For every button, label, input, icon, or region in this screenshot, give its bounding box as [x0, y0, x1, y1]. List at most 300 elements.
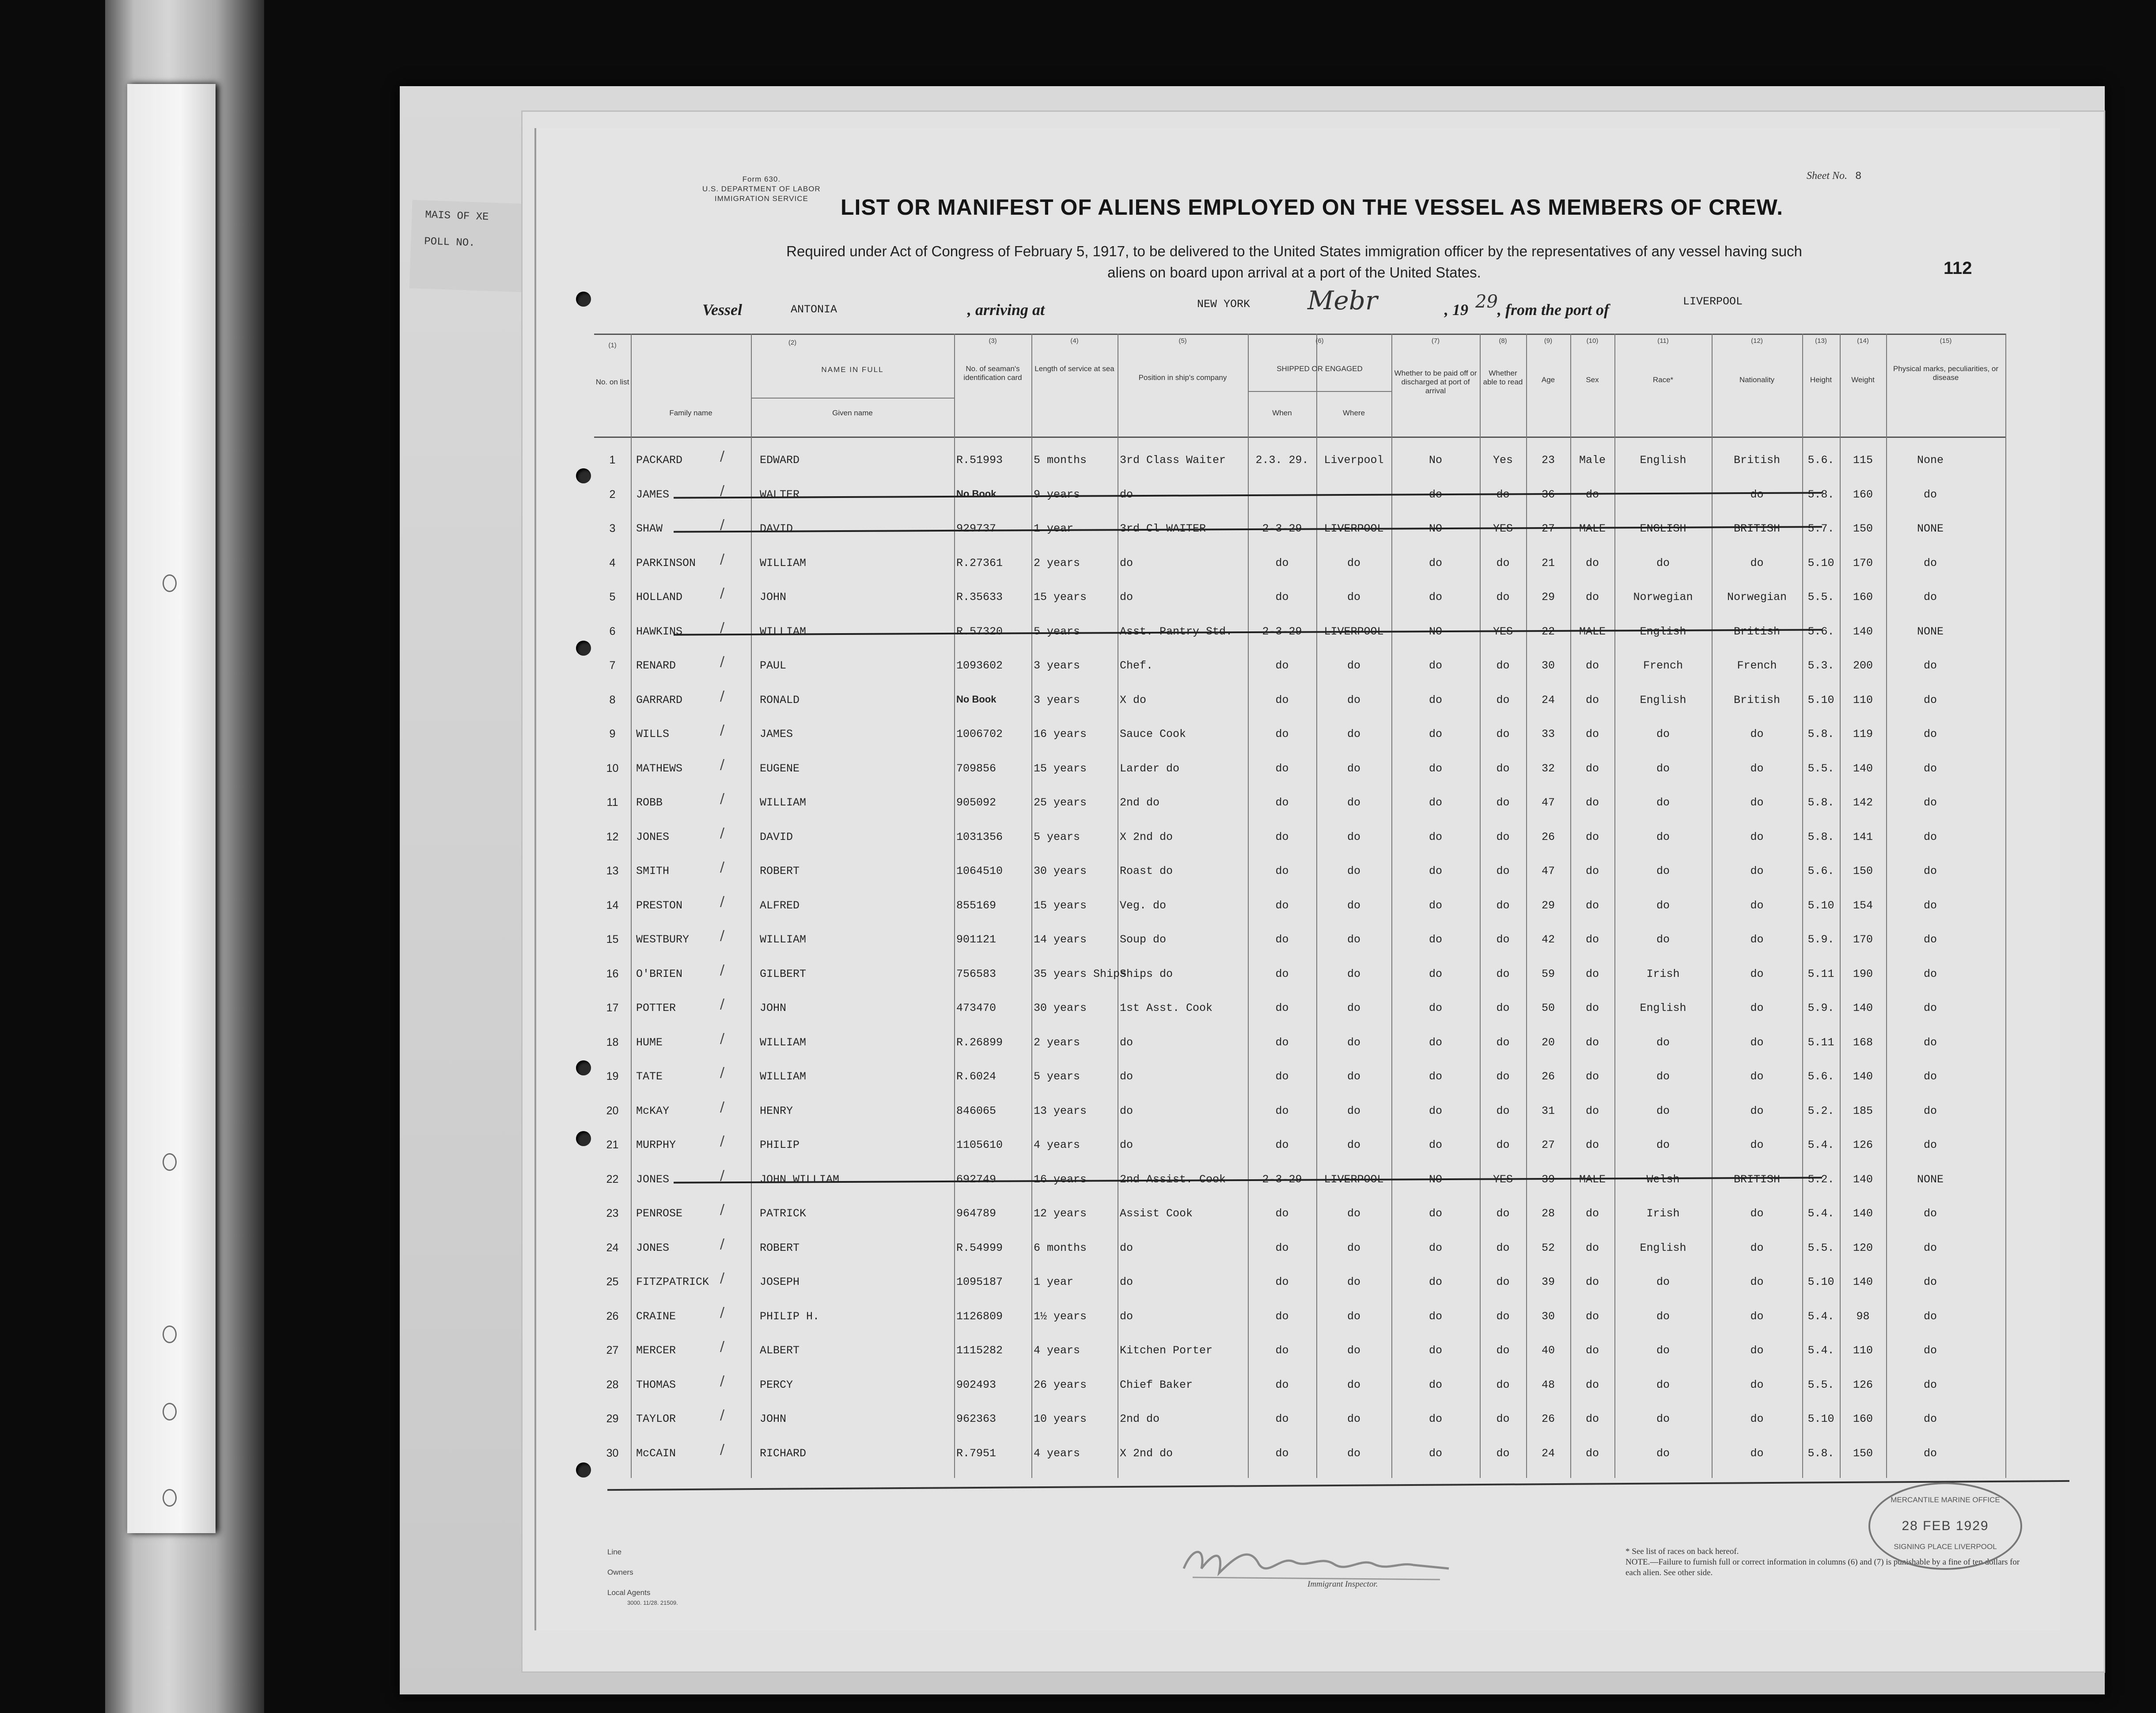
punch-hole	[163, 1403, 177, 1421]
cell-weight: 98	[1856, 1310, 1870, 1323]
punch-hole	[163, 1489, 177, 1507]
cell-where: do	[1347, 796, 1360, 809]
cell-height: 5.10	[1807, 1413, 1834, 1425]
cell-where: do	[1347, 1378, 1360, 1391]
cell-race: do	[1656, 728, 1670, 741]
cell-given: JOHN	[760, 1002, 787, 1014]
table-row	[594, 1129, 2005, 1163]
cell-marks: NONE	[1917, 1173, 1944, 1186]
cell-when: do	[1275, 865, 1289, 877]
cell-family: HAWKINS	[636, 625, 683, 638]
cell-read: do	[1496, 933, 1510, 946]
cell-nationality: do	[1750, 1002, 1764, 1014]
cell-when: do	[1275, 1413, 1289, 1425]
cell-nationality: do	[1750, 728, 1764, 741]
cell-read: do	[1496, 488, 1510, 501]
cell-when: 2.3. 29.	[1255, 454, 1309, 467]
check-tick: /	[720, 1236, 725, 1252]
check-tick: /	[720, 1030, 725, 1046]
cell-race: English	[1640, 454, 1686, 467]
col-num: (12)	[1751, 337, 1763, 345]
check-tick: /	[720, 585, 725, 601]
header-name-in-full: NAME IN FULL	[821, 365, 884, 374]
cell-paid: NO	[1428, 625, 1442, 638]
cell-card: 692749	[956, 1173, 997, 1186]
cell-no: 19	[606, 1070, 619, 1082]
cell-given: JOHN WILLIAM	[760, 1173, 840, 1186]
cell-service: 1½ years	[1034, 1310, 1087, 1323]
footer-line-label: Line	[607, 1548, 622, 1556]
cell-position: do	[1120, 1276, 1133, 1288]
cell-race: do	[1656, 899, 1670, 912]
cell-family: GARRARD	[636, 693, 683, 706]
binder-hole	[576, 468, 591, 483]
cell-position: Larder do	[1120, 762, 1180, 775]
cell-nationality: do	[1750, 1378, 1764, 1391]
cell-service: 5 years	[1034, 625, 1080, 638]
cell-no: 16	[606, 967, 619, 980]
check-tick: /	[720, 722, 725, 738]
cell-marks: do	[1923, 1413, 1937, 1425]
cell-weight: 119	[1853, 728, 1873, 741]
cell-service: 9 years	[1034, 488, 1080, 501]
cell-no: 24	[606, 1241, 619, 1254]
cell-height: 5.4.	[1807, 1344, 1834, 1357]
cell-sex: do	[1585, 728, 1599, 741]
cell-where: do	[1347, 659, 1360, 672]
cell-when: do	[1275, 556, 1289, 570]
header-family-name: Family name	[669, 409, 712, 417]
cell-nationality: BRITISH	[1733, 522, 1781, 535]
cell-nationality: do	[1750, 967, 1764, 980]
cell-height: 5.4.	[1807, 1207, 1834, 1220]
col-num: (11)	[1657, 337, 1669, 345]
header-length-service: Length of service at sea	[1034, 365, 1114, 373]
stamp-top-text: MERCANTILE MARINE OFFICE	[1891, 1496, 2000, 1504]
cell-position: 1st Asst. Cook	[1120, 1002, 1213, 1014]
header-race: Race*	[1652, 376, 1674, 384]
col-num: (10)	[1586, 337, 1599, 345]
col-num: (1)	[608, 342, 617, 349]
cell-where: do	[1347, 1447, 1360, 1460]
punch-hole	[163, 574, 177, 592]
check-tick: /	[720, 1304, 725, 1320]
cell-position: 3rd Cl WAITER	[1120, 522, 1206, 535]
cell-sex: do	[1585, 1207, 1599, 1220]
cell-position: Sauce Cook	[1120, 728, 1186, 741]
cell-when: do	[1275, 1310, 1289, 1323]
cell-card: No Book	[956, 693, 997, 705]
check-tick: /	[720, 996, 725, 1012]
cell-height: 5.5.	[1807, 1241, 1834, 1254]
cell-paid: do	[1428, 1139, 1442, 1151]
cell-when: 2-3-29	[1262, 1173, 1302, 1186]
cell-card: 962363	[956, 1413, 997, 1425]
cell-given: PATRICK	[760, 1207, 807, 1220]
cell-race: do	[1656, 796, 1670, 809]
cell-no: 2	[609, 488, 616, 501]
crew-manifest-table	[594, 334, 2005, 1478]
cell-where: do	[1347, 1276, 1360, 1288]
cell-read: do	[1496, 1276, 1510, 1288]
cell-marks: do	[1923, 693, 1937, 706]
footnote-penalty: NOTE.—Failure to furnish full or correct information in columns (6) and (7) is punishable by a fine of ten dollars for each alien. See other side.	[1626, 1557, 2020, 1577]
cell-race: do	[1656, 1276, 1670, 1288]
cell-where: do	[1347, 1344, 1360, 1357]
cell-position: Chief Baker	[1120, 1378, 1193, 1391]
subtitle-line: aliens on board upon arrival at a port of the United States.	[1107, 264, 1481, 281]
check-tick: /	[720, 1270, 725, 1286]
cell-card: R.35633	[956, 591, 1003, 604]
col-num: (9)	[1544, 337, 1553, 345]
cell-service: 1 year	[1034, 522, 1074, 535]
cell-position: do	[1120, 1310, 1133, 1323]
check-tick: /	[720, 962, 725, 978]
cell-sex: do	[1585, 1002, 1599, 1014]
cell-age: 39	[1541, 1276, 1555, 1288]
footnote-races: * See list of races on back hereof.	[1626, 1547, 1739, 1556]
cell-where: LIVERPOOL	[1324, 1173, 1384, 1186]
cell-age: 48	[1541, 1378, 1555, 1391]
header-physical-marks: Physical marks, peculiarities, or disease	[1893, 365, 1999, 382]
cell-card: R.26899	[956, 1036, 1003, 1049]
cell-where: do	[1347, 967, 1360, 980]
cell-weight: 160	[1853, 591, 1873, 604]
cell-given: JAMES	[760, 728, 793, 741]
cell-family: MURPHY	[636, 1139, 676, 1151]
cell-no: 13	[606, 865, 619, 877]
cell-age: 26	[1541, 1070, 1555, 1083]
header-paid-off: Whether to be paid off or discharged at port of arrival	[1394, 369, 1477, 395]
cell-no: 27	[606, 1344, 619, 1356]
header-able-read: Whether able to read	[1483, 369, 1523, 386]
cell-where: do	[1347, 728, 1360, 741]
col-num: (13)	[1815, 337, 1827, 345]
cell-card: R.6024	[956, 1070, 997, 1083]
punch-hole	[163, 1326, 177, 1343]
cell-given: ROBERT	[760, 865, 800, 877]
cell-when: do	[1275, 728, 1289, 741]
cell-family: SHAW	[636, 522, 663, 535]
cell-height: 5.10	[1807, 899, 1834, 912]
cell-card: 846065	[956, 1104, 997, 1117]
subtitle-line: Required under Act of Congress of February 5, 1917, to be delivered to the United States immigration officer by the representatives of any vessel having such	[786, 243, 1802, 259]
cell-weight: 170	[1853, 556, 1873, 570]
cell-sex: do	[1585, 488, 1599, 501]
cell-no: 10	[606, 762, 619, 775]
table-row	[594, 1232, 2005, 1266]
cell-paid: do	[1428, 659, 1442, 672]
cell-family: JAMES	[636, 488, 670, 501]
cell-age: 20	[1541, 1036, 1555, 1049]
header-age: Age	[1541, 376, 1555, 384]
cell-card: R.51993	[956, 454, 1003, 467]
check-tick: /	[720, 1202, 725, 1217]
table-row	[594, 1163, 2005, 1197]
cell-paid: do	[1428, 1310, 1442, 1323]
cell-no: 30	[606, 1447, 619, 1459]
cell-when: do	[1275, 899, 1289, 912]
cell-no: 21	[606, 1139, 619, 1151]
cell-service: 15 years	[1034, 591, 1087, 604]
check-tick: /	[720, 859, 725, 875]
cell-family: PARKINSON	[636, 556, 696, 570]
table-row	[594, 752, 2005, 786]
punch-hole	[163, 1153, 177, 1171]
cell-weight: 140	[1853, 1276, 1873, 1288]
cell-read: do	[1496, 728, 1510, 741]
cell-age: 47	[1541, 865, 1555, 877]
cell-age: 31	[1541, 1104, 1555, 1117]
cell-family: RENARD	[636, 659, 676, 672]
stamp-bottom-text: SIGNING PLACE LIVERPOOL	[1894, 1542, 1997, 1551]
cell-marks: do	[1923, 1104, 1937, 1117]
cell-card: R.57320	[956, 625, 1003, 638]
cell-read: do	[1496, 1241, 1510, 1254]
cell-service: 2 years	[1034, 556, 1080, 570]
binder-hole	[576, 292, 591, 307]
cell-weight: 140	[1853, 1070, 1873, 1083]
sheet-label: Sheet No.	[1807, 170, 1847, 182]
cell-nationality: do	[1750, 1104, 1764, 1117]
table-row	[594, 581, 2005, 615]
page-subtitle	[689, 241, 1899, 283]
cell-family: PENROSE	[636, 1207, 683, 1220]
cell-read: do	[1496, 1447, 1510, 1460]
cell-race: English	[1640, 1241, 1686, 1254]
header-position: Position in ship's company	[1138, 373, 1227, 382]
header-where: Where	[1342, 409, 1365, 417]
cell-service: 4 years	[1034, 1344, 1080, 1357]
header-sex: Sex	[1586, 376, 1599, 384]
cell-given: PAUL	[760, 659, 787, 672]
cell-nationality: French	[1737, 659, 1777, 672]
cell-paid: do	[1428, 762, 1442, 775]
service-name: IMMIGRATION SERVICE	[714, 194, 808, 203]
cell-family: PRESTON	[636, 899, 683, 912]
cell-given: JOHN	[760, 591, 787, 604]
cell-card: 905092	[956, 796, 997, 809]
table-row	[594, 992, 2005, 1026]
cell-when: 2-3-29	[1262, 625, 1302, 638]
cell-position: X 2nd do	[1120, 830, 1173, 843]
cell-nationality: do	[1750, 796, 1764, 809]
table-row	[594, 1300, 2005, 1334]
cell-position: Roast do	[1120, 865, 1173, 877]
cell-when: 2-3-29	[1262, 522, 1302, 535]
cell-card: 855169	[956, 899, 997, 912]
cell-height: 5.9.	[1807, 933, 1834, 946]
cell-race: Irish	[1646, 967, 1680, 980]
cell-read: do	[1496, 1378, 1510, 1391]
cell-height: 5.8.	[1807, 728, 1834, 741]
cell-nationality: do	[1750, 1344, 1764, 1357]
cell-height: 5.10	[1807, 556, 1834, 570]
cell-family: O'BRIEN	[636, 967, 683, 980]
arriving-label: , arriving at	[967, 301, 1045, 319]
cell-card: No Book	[956, 488, 997, 499]
cell-height: 5.4.	[1807, 1139, 1834, 1151]
cell-where: do	[1347, 1139, 1360, 1151]
cell-where: do	[1347, 591, 1360, 604]
cell-age: 50	[1541, 1002, 1555, 1014]
cell-no: 11	[606, 796, 618, 809]
cell-age: 29	[1541, 899, 1555, 912]
cell-where: do	[1347, 1310, 1360, 1323]
year-suffix: 29	[1475, 292, 1498, 312]
print-code: 3000. 11/28. 21509.	[627, 1599, 678, 1606]
check-tick: /	[720, 825, 725, 841]
cell-age: 27	[1541, 522, 1555, 535]
cell-read: do	[1496, 865, 1510, 877]
cell-card: 1115282	[956, 1344, 1003, 1357]
cell-marks: do	[1923, 1447, 1937, 1460]
cell-position: do	[1120, 1104, 1133, 1117]
vessel-label: Vessel	[702, 301, 742, 319]
cell-weight: 185	[1853, 1104, 1873, 1117]
cell-no: 7	[609, 659, 616, 672]
cell-service: 4 years	[1034, 1139, 1080, 1151]
cell-age: 36	[1541, 488, 1555, 501]
cell-no: 1	[609, 454, 616, 466]
cell-where: Liverpool	[1324, 454, 1384, 467]
cell-nationality: do	[1750, 1413, 1764, 1425]
cell-nationality: do	[1750, 762, 1764, 775]
cell-given: HENRY	[760, 1104, 793, 1117]
cell-service: 6 months	[1034, 1241, 1087, 1254]
cell-sex: do	[1585, 865, 1599, 877]
cell-sex: do	[1585, 1241, 1599, 1254]
left-page-edge	[127, 84, 216, 1533]
cell-when: do	[1275, 933, 1289, 946]
cell-marks: do	[1923, 1070, 1937, 1083]
table-row	[594, 821, 2005, 855]
cell-read: do	[1496, 899, 1510, 912]
table-row	[594, 1403, 2005, 1437]
cell-read: Yes	[1493, 454, 1513, 467]
cell-age: 26	[1541, 830, 1555, 843]
check-tick: /	[720, 1407, 725, 1423]
cell-card: 1093602	[956, 659, 1003, 672]
cell-weight: 142	[1853, 796, 1873, 809]
cell-sex: MALE	[1579, 522, 1606, 535]
cell-weight: 140	[1853, 1207, 1873, 1220]
cell-given: GILBERT	[760, 967, 807, 980]
col-num: (6)	[1315, 337, 1324, 345]
cell-no: 6	[609, 625, 616, 638]
col-num: (14)	[1857, 337, 1869, 345]
cell-sex: do	[1585, 967, 1599, 980]
cell-height: 5.11	[1807, 967, 1834, 980]
cell-sex: do	[1585, 933, 1599, 946]
cell-read: do	[1496, 1104, 1510, 1117]
cell-service: 3 years	[1034, 693, 1080, 706]
cell-weight: 160	[1853, 1413, 1873, 1425]
cell-paid: do	[1428, 728, 1442, 741]
cell-service: 14 years	[1034, 933, 1087, 946]
cell-when: do	[1275, 796, 1289, 809]
cell-given: WILLIAM	[760, 1036, 807, 1049]
cell-family: TATE	[636, 1070, 663, 1083]
cell-given: JOSEPH	[760, 1276, 800, 1288]
cell-when: do	[1275, 1104, 1289, 1117]
cell-service: 30 years	[1034, 1002, 1087, 1014]
cell-service: 30 years	[1034, 865, 1087, 877]
cell-age: 33	[1541, 728, 1555, 741]
table-row	[594, 1197, 2005, 1231]
table-row	[594, 1334, 2005, 1368]
cell-when: do	[1275, 1276, 1289, 1288]
header-height: Height	[1810, 376, 1832, 384]
check-tick: /	[720, 482, 725, 498]
cell-position: 3rd Class Waiter	[1120, 454, 1226, 467]
check-tick: /	[720, 551, 725, 567]
header-nationality: Nationality	[1739, 376, 1775, 384]
cell-position: Kitchen Porter	[1120, 1344, 1213, 1357]
cell-marks: do	[1923, 1344, 1937, 1357]
cell-paid: do	[1428, 1002, 1442, 1014]
cell-sex: do	[1585, 591, 1599, 604]
col-num: (5)	[1178, 337, 1187, 345]
cell-race: do	[1656, 1310, 1670, 1323]
cell-height: 5.2.	[1807, 1104, 1834, 1117]
cell-when: do	[1275, 659, 1289, 672]
cell-weight: 168	[1853, 1036, 1873, 1049]
cell-height: 5.6.	[1807, 1070, 1834, 1083]
cell-age: 27	[1541, 1139, 1555, 1151]
cell-nationality: do	[1750, 1241, 1764, 1254]
cell-no: 20	[606, 1104, 619, 1117]
cell-read: YES	[1493, 1173, 1513, 1186]
cell-sex: MALE	[1579, 1173, 1606, 1186]
cell-race: English	[1640, 693, 1686, 706]
cell-paid: do	[1428, 1447, 1442, 1460]
cell-age: 28	[1541, 1207, 1555, 1220]
cell-paid: do	[1428, 556, 1442, 570]
cell-height: 5.10	[1807, 1276, 1834, 1288]
arrival-date-handwritten: Mebr	[1307, 285, 1378, 315]
cell-service: 5 years	[1034, 1070, 1080, 1083]
cell-age: 52	[1541, 1241, 1555, 1254]
cell-card: R.27361	[956, 556, 1003, 570]
cell-weight: 126	[1853, 1378, 1873, 1391]
cell-race: Welsh	[1646, 1173, 1680, 1186]
cell-height: 5.5.	[1807, 762, 1834, 775]
cell-height: 5.5.	[1807, 591, 1834, 604]
cell-weight: 154	[1853, 899, 1873, 912]
cell-paid: do	[1428, 1378, 1442, 1391]
arrival-port: NEW YORK	[1197, 298, 1250, 311]
cell-position: 2nd do	[1120, 1413, 1160, 1425]
cell-given: PHILIP H.	[760, 1310, 820, 1323]
cell-family: JONES	[636, 1173, 670, 1186]
cell-given: DAVID	[760, 830, 793, 843]
col-num: (3)	[989, 337, 997, 345]
cell-race: Norwegian	[1633, 591, 1693, 604]
col-num: (7)	[1431, 337, 1440, 345]
form-number: Form 630.	[742, 175, 781, 183]
table-row	[594, 1095, 2005, 1129]
cell-nationality: do	[1750, 1139, 1764, 1151]
cell-age: 30	[1541, 659, 1555, 672]
cell-weight: 126	[1853, 1139, 1873, 1151]
cell-paid: do	[1428, 865, 1442, 877]
cell-family: WILLS	[636, 728, 670, 741]
col-num: (4)	[1070, 337, 1079, 345]
cell-race: French	[1643, 659, 1683, 672]
check-tick: /	[720, 1133, 725, 1149]
cell-paid: do	[1428, 1276, 1442, 1288]
